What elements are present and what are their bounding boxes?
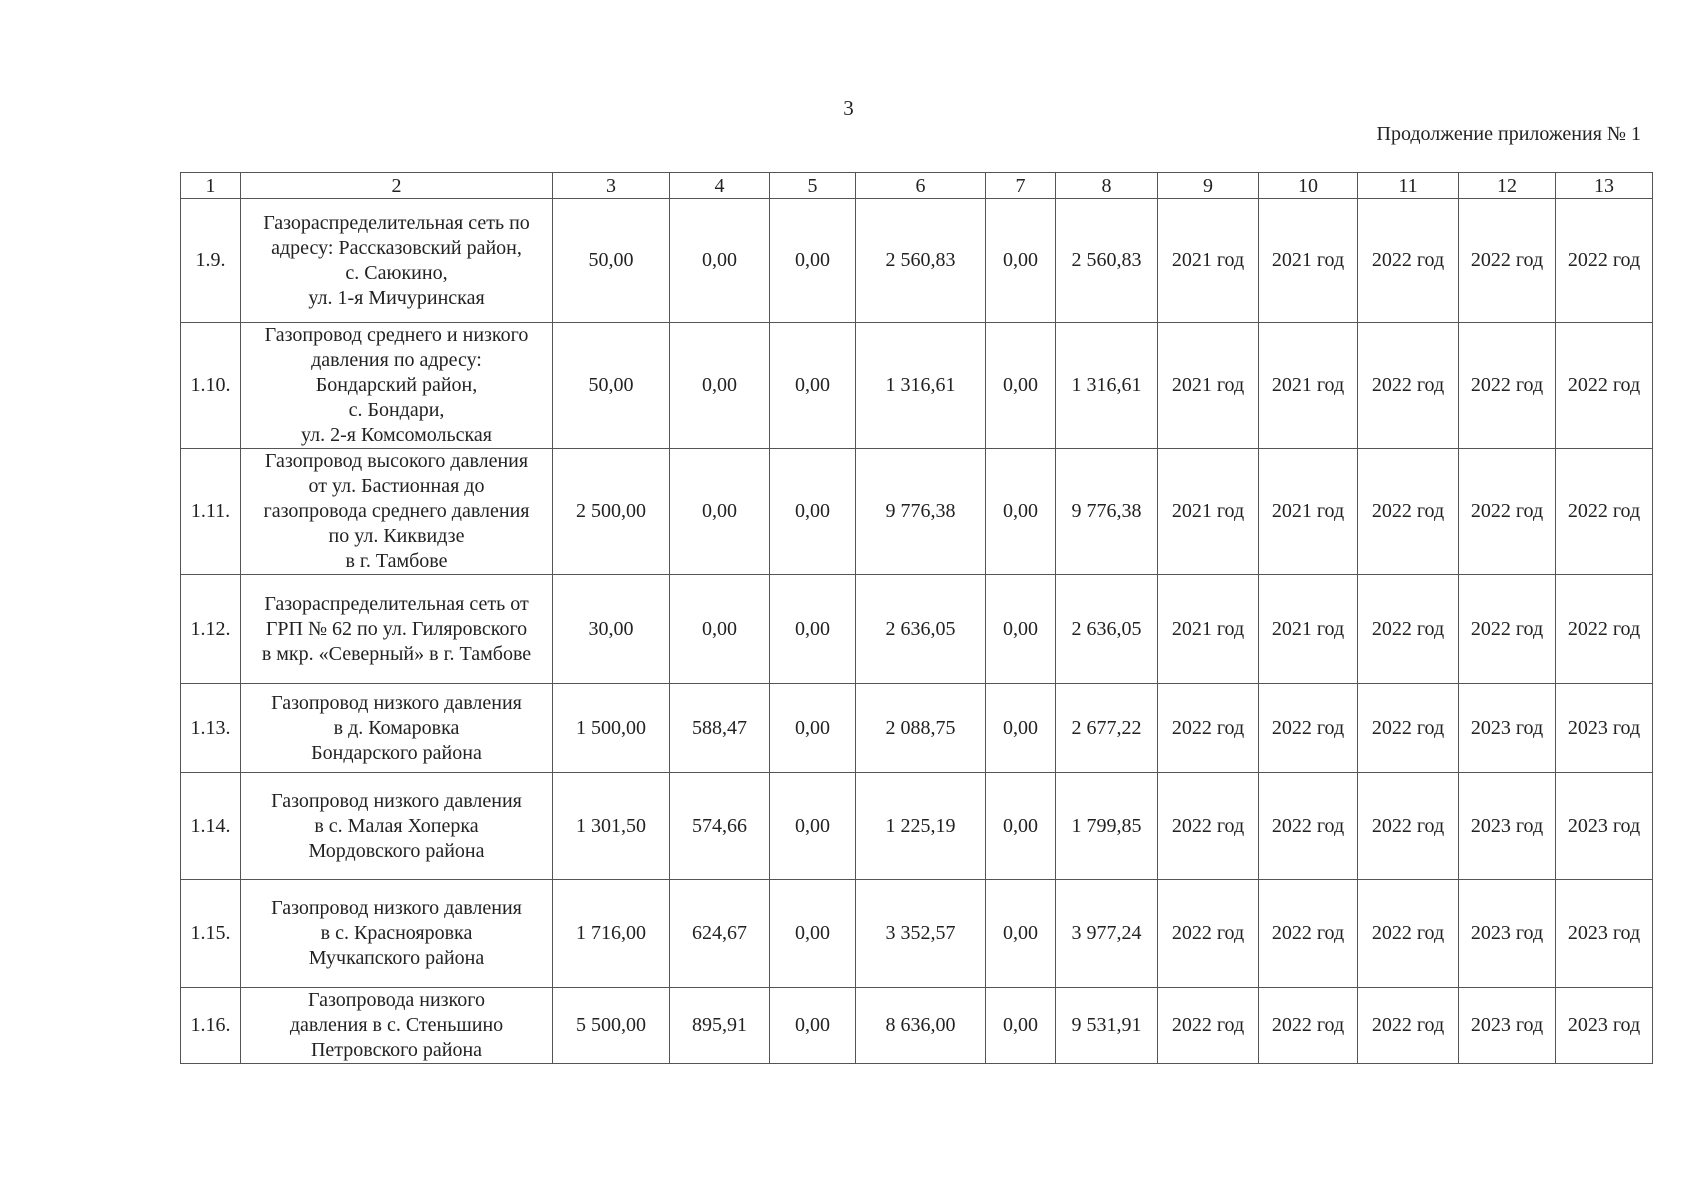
value-cell: 0,00 <box>986 575 1056 684</box>
value-cell: 2022 год <box>1459 575 1556 684</box>
object-name-line: Мордовского района <box>308 839 485 862</box>
column-number: 4 <box>670 173 770 199</box>
value-cell: 2 088,75 <box>856 684 986 773</box>
value-cell: 2021 год <box>1158 323 1259 449</box>
value-cell: 1 316,61 <box>856 323 986 449</box>
value-cell: 0,00 <box>986 773 1056 880</box>
column-number: 9 <box>1158 173 1259 199</box>
value-cell: 50,00 <box>553 199 670 323</box>
value-cell: 2022 год <box>1556 449 1653 575</box>
value-cell: 2021 год <box>1259 199 1358 323</box>
value-cell: 2022 год <box>1556 199 1653 323</box>
column-number: 7 <box>986 173 1056 199</box>
value-cell: 2 677,22 <box>1056 684 1158 773</box>
object-name-line: адресу: Рассказовский район, <box>271 236 522 259</box>
value-cell: 2022 год <box>1358 684 1459 773</box>
value-cell: 2023 год <box>1556 773 1653 880</box>
value-cell: 2 560,83 <box>1056 199 1158 323</box>
value-cell: 0,00 <box>986 684 1056 773</box>
value-cell: 1 225,19 <box>856 773 986 880</box>
value-cell: 1 716,00 <box>553 880 670 988</box>
object-name-line: Бондарский район, <box>315 374 478 396</box>
value-cell: 1 500,00 <box>553 684 670 773</box>
column-number: 13 <box>1556 173 1653 199</box>
value-cell: 0,00 <box>770 449 856 575</box>
value-cell: 0,00 <box>670 323 770 449</box>
object-name-cell <box>241 199 553 323</box>
table-row <box>181 684 1653 773</box>
object-name-line: Газораспределительная сеть от <box>264 592 529 615</box>
row-number: 1.15. <box>181 880 241 988</box>
value-cell: 0,00 <box>986 880 1056 988</box>
value-cell: 2022 год <box>1259 684 1358 773</box>
value-cell: 2022 год <box>1358 449 1459 575</box>
row-number: 1.14. <box>181 773 241 880</box>
value-cell: 2022 год <box>1259 880 1358 988</box>
object-name-cell <box>241 323 553 449</box>
value-cell: 2022 год <box>1459 199 1556 323</box>
object-name-line: Газопровода низкого <box>308 989 485 1011</box>
table-row <box>181 773 1653 880</box>
table-row <box>181 988 1653 1064</box>
value-cell: 2022 год <box>1259 988 1358 1064</box>
row-number: 1.12. <box>181 575 241 684</box>
value-cell: 2021 год <box>1158 575 1259 684</box>
value-cell: 2022 год <box>1158 773 1259 880</box>
object-name-cell <box>241 880 553 988</box>
object-name-line: в с. Краснояровка <box>320 922 473 944</box>
value-cell: 8 636,00 <box>856 988 986 1064</box>
value-cell: 895,91 <box>670 988 770 1064</box>
row-number: 1.11. <box>181 449 241 575</box>
object-name-line: Газопровод низкого давления <box>271 691 522 714</box>
value-cell: 1 316,61 <box>1056 323 1158 449</box>
column-number: 8 <box>1056 173 1158 199</box>
row-number: 1.10. <box>181 323 241 449</box>
object-name-cell <box>241 684 553 773</box>
object-name-line: с. Саюкино, <box>345 261 448 284</box>
value-cell: 2022 год <box>1358 773 1459 880</box>
value-cell: 5 500,00 <box>553 988 670 1064</box>
value-cell: 588,47 <box>670 684 770 773</box>
object-name-line: давления по адресу: <box>311 349 482 371</box>
object-name-line: по ул. Киквидзе <box>328 525 465 547</box>
object-name-line: Петровского района <box>310 1039 483 1061</box>
value-cell: 0,00 <box>986 323 1056 449</box>
object-name-line: Газопровод низкого давления <box>271 789 522 812</box>
column-number: 10 <box>1259 173 1358 199</box>
object-name-line: ул. 2-я Комсомольская <box>301 424 492 446</box>
value-cell: 574,66 <box>670 773 770 880</box>
data-table <box>180 172 1653 1064</box>
table-row <box>181 449 1653 575</box>
value-cell: 2022 год <box>1158 684 1259 773</box>
column-number: 12 <box>1459 173 1556 199</box>
object-name-line: Газопровод высокого давления <box>264 450 529 472</box>
object-name-line: ГРП № 62 по ул. Гиляровского <box>265 617 528 640</box>
value-cell: 9 531,91 <box>1056 988 1158 1064</box>
object-name-line: давления в с. Стеньшино <box>289 1014 504 1036</box>
object-name-line: Бондарского района <box>311 741 482 764</box>
table-row <box>181 880 1653 988</box>
value-cell: 1 301,50 <box>553 773 670 880</box>
value-cell: 2022 год <box>1158 880 1259 988</box>
value-cell: 0,00 <box>986 449 1056 575</box>
value-cell: 0,00 <box>770 880 856 988</box>
column-number-row <box>181 173 1653 199</box>
object-name-line: в мкр. «Северный» в г. Тамбове <box>261 642 532 665</box>
object-name-line: Газопровод низкого давления <box>271 897 522 919</box>
value-cell: 0,00 <box>986 199 1056 323</box>
column-number: 2 <box>241 173 553 199</box>
value-cell: 0,00 <box>770 684 856 773</box>
value-cell: 9 776,38 <box>856 449 986 575</box>
value-cell: 0,00 <box>670 449 770 575</box>
value-cell: 2023 год <box>1556 988 1653 1064</box>
value-cell: 2022 год <box>1556 323 1653 449</box>
object-name-cell <box>241 575 553 684</box>
column-number: 6 <box>856 173 986 199</box>
value-cell: 3 977,24 <box>1056 880 1158 988</box>
object-name-line: Газопровод среднего и низкого <box>264 324 529 346</box>
object-name-cell <box>241 449 553 575</box>
value-cell: 2 636,05 <box>1056 575 1158 684</box>
value-cell: 1 799,85 <box>1056 773 1158 880</box>
page-number: 3 <box>843 96 854 120</box>
value-cell: 0,00 <box>770 199 856 323</box>
object-name-cell <box>241 773 553 880</box>
object-name-line: Мучкапского района <box>308 947 485 969</box>
value-cell: 2022 год <box>1158 988 1259 1064</box>
value-cell: 2021 год <box>1158 449 1259 575</box>
table-row <box>181 199 1653 323</box>
table-row <box>181 323 1653 449</box>
column-number: 3 <box>553 173 670 199</box>
value-cell: 2022 год <box>1358 988 1459 1064</box>
value-cell: 2022 год <box>1358 199 1459 323</box>
object-name-line: в г. Тамбове <box>345 550 448 572</box>
value-cell: 0,00 <box>670 199 770 323</box>
value-cell: 2022 год <box>1358 575 1459 684</box>
value-cell: 2022 год <box>1358 880 1459 988</box>
value-cell: 2021 год <box>1259 449 1358 575</box>
appendix-note: Продолжение приложения № 1 <box>1376 123 1641 145</box>
value-cell: 0,00 <box>670 575 770 684</box>
object-name-line: в д. Комаровка <box>333 716 460 739</box>
value-cell: 624,67 <box>670 880 770 988</box>
value-cell: 0,00 <box>770 773 856 880</box>
value-cell: 2022 год <box>1556 575 1653 684</box>
object-name-line: газопровода среднего давления <box>263 500 530 522</box>
value-cell: 2022 год <box>1459 449 1556 575</box>
column-number: 1 <box>181 173 241 199</box>
value-cell: 3 352,57 <box>856 880 986 988</box>
object-name-line: от ул. Бастионная до <box>308 475 485 497</box>
value-cell: 0,00 <box>986 988 1056 1064</box>
object-name-line: Газораспределительная сеть по <box>263 211 530 234</box>
value-cell: 0,00 <box>770 323 856 449</box>
row-number: 1.13. <box>181 684 241 773</box>
value-cell: 2023 год <box>1556 880 1653 988</box>
column-number: 11 <box>1358 173 1459 199</box>
row-number: 1.9. <box>181 199 241 323</box>
value-cell: 30,00 <box>553 575 670 684</box>
object-name-line: в с. Малая Хоперка <box>314 814 479 837</box>
value-cell: 0,00 <box>770 988 856 1064</box>
object-name-cell <box>241 988 553 1064</box>
value-cell: 2023 год <box>1459 988 1556 1064</box>
object-name-line: ул. 1-я Мичуринская <box>308 286 485 309</box>
value-cell: 2022 год <box>1358 323 1459 449</box>
table-row <box>181 575 1653 684</box>
value-cell: 0,00 <box>770 575 856 684</box>
value-cell: 2021 год <box>1259 575 1358 684</box>
value-cell: 2 636,05 <box>856 575 986 684</box>
value-cell: 2021 год <box>1259 323 1358 449</box>
value-cell: 2023 год <box>1459 684 1556 773</box>
column-number: 5 <box>770 173 856 199</box>
value-cell: 2023 год <box>1459 880 1556 988</box>
value-cell: 2022 год <box>1459 323 1556 449</box>
value-cell: 50,00 <box>553 323 670 449</box>
value-cell: 2 500,00 <box>553 449 670 575</box>
object-name-line: с. Бондари, <box>348 399 445 421</box>
table-body <box>181 199 1653 1064</box>
value-cell: 2023 год <box>1556 684 1653 773</box>
value-cell: 2023 год <box>1459 773 1556 880</box>
row-number: 1.16. <box>181 988 241 1064</box>
value-cell: 9 776,38 <box>1056 449 1158 575</box>
value-cell: 2 560,83 <box>856 199 986 323</box>
value-cell: 2022 год <box>1259 773 1358 880</box>
value-cell: 2021 год <box>1158 199 1259 323</box>
